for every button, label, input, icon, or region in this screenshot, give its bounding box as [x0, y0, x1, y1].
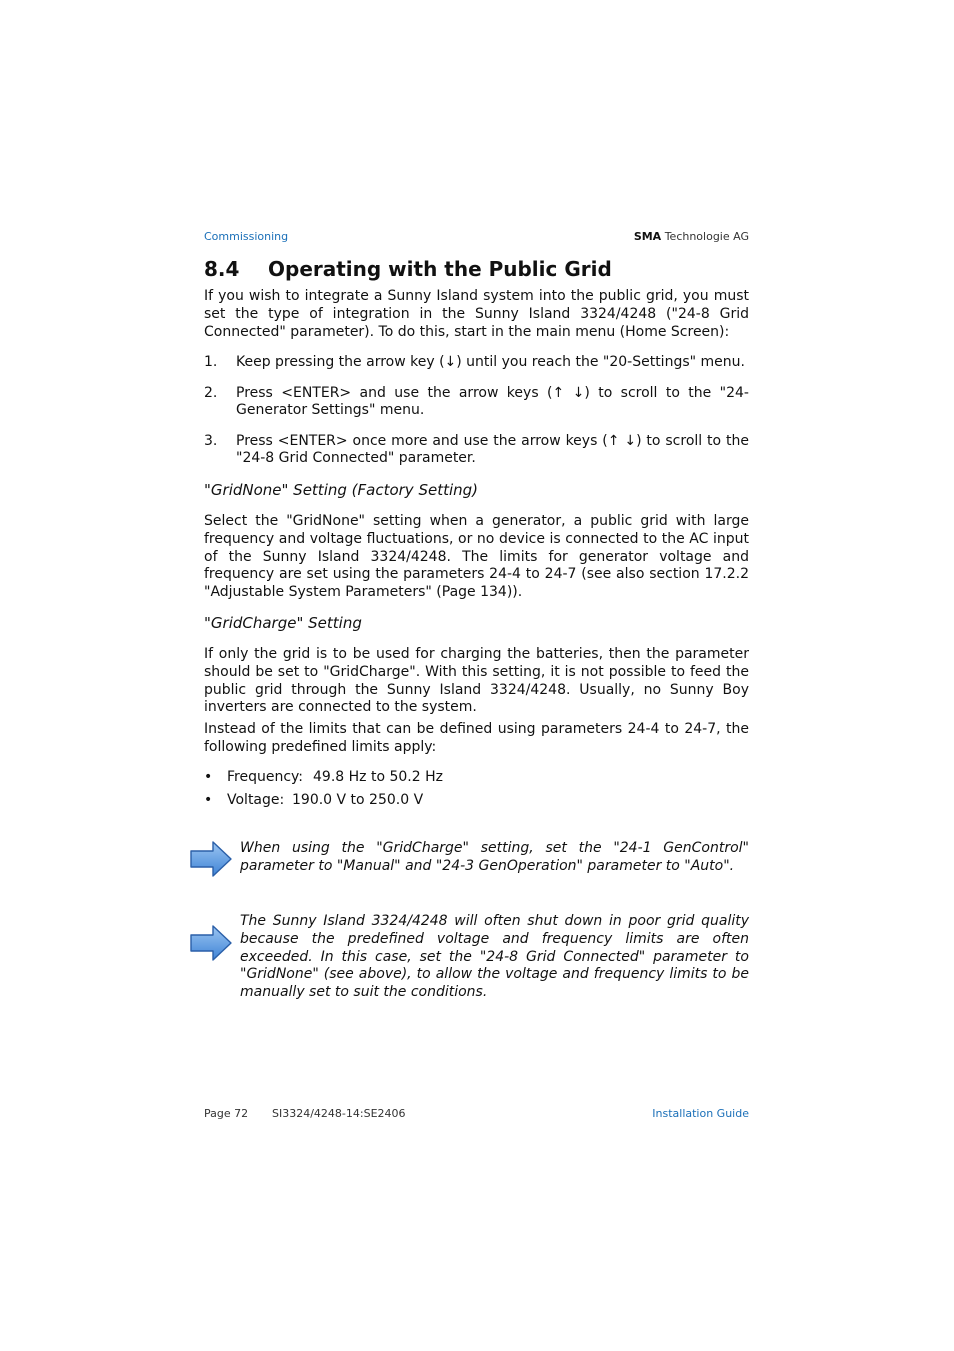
bullet-item — [204, 769, 443, 785]
footer-page-number: Page 72 — [204, 1107, 249, 1120]
bullet-value: 190.0 V to 250.0 V — [292, 792, 424, 808]
note-text: When using the "GridCharge" setting, set the "24-1 GenControl" parameter to "Manual" and "24-3 GenOperation" parameter to "Auto". — [240, 840, 749, 874]
step-text: Press <ENTER> and use the arrow keys (↑ ↓) to scroll to the "24-Generator Settings" menu. — [236, 385, 749, 419]
right-arrow-icon — [189, 840, 233, 878]
intro-paragraph: If you wish to integrate a Sunny Island system into the public grid, you must set the type of integration in the Sunny Island 3324/4248 ("24-8 Grid Connected" parameter). To do this, start in the main menu (Home Screen): — [204, 288, 749, 340]
brand-name: SMA — [633, 230, 662, 243]
gridnone-paragraph: Select the "GridNone" setting when a generator, a public grid with large frequency and voltage fluctuations, or no device is connected to the AC input of the Sunny Island 3324/4248. The limits for generator voltage and frequency are set using the parameters 24-4 to 24-7 (see also section 17.2.2 "Adjustable System Parameters" (Page 134)). — [204, 513, 749, 601]
gridcharge-subheading: "GridCharge" Setting — [204, 614, 362, 632]
step-number: 3. — [204, 433, 218, 449]
step-item — [204, 385, 749, 419]
gridcharge-paragraph-2: Instead of the limits that can be defined using parameters 24-4 to 24-7, the following predefined limits apply: — [204, 721, 749, 755]
step-item — [204, 433, 749, 467]
step-number: 1. — [204, 354, 218, 370]
bullet-label: Voltage: — [227, 792, 285, 808]
section-title: Operating with the Public Grid — [268, 257, 612, 281]
gridcharge-paragraph-1: If only the grid is to be used for charging the batteries, then the parameter should be set to "GridCharge". With this setting, it is not possible to feed the public grid through the Sunny Island 3324/4248. Usually, no Sunny Boy inverters are connected to the system. — [204, 646, 749, 716]
footer-guide-title: Installation Guide — [652, 1107, 749, 1120]
bullet-value: 49.8 Hz to 50.2 Hz — [313, 769, 443, 785]
gridnone-subheading: "GridNone" Setting (Factory Setting) — [204, 481, 479, 499]
bullet-dot: • — [204, 769, 213, 785]
note-text: The Sunny Island 3324/4248 will often shut down in poor grid quality because the predefined voltage and frequency limits are often exceeded. In this case, set the "24-8 Grid Connected" parameter to "GridNone" (see above), to allow the voltage and frequency limits to be manually set to suit the conditions. — [240, 913, 749, 1001]
bullet-item — [204, 792, 423, 808]
company-name: Technologie AG — [664, 230, 749, 243]
right-arrow-icon — [189, 924, 233, 962]
bullet-label: Frequency: — [227, 769, 304, 785]
header-company — [634, 230, 749, 243]
step-text: Keep pressing the arrow key (↓) until you reach the "20-Settings" menu. — [236, 354, 745, 370]
step-item — [204, 354, 749, 371]
step-number: 2. — [204, 385, 218, 401]
footer-doc-id: SI3324/4248-14:SE2406 — [272, 1107, 406, 1120]
header-section-label: Commissioning — [204, 230, 289, 243]
section-heading — [204, 257, 612, 281]
step-text: Press <ENTER> once more and use the arrow keys (↑ ↓) to scroll to the "24-8 Grid Connected" parameter. — [236, 433, 749, 467]
bullet-dot: • — [204, 792, 213, 808]
section-number: 8.4 — [204, 257, 240, 281]
